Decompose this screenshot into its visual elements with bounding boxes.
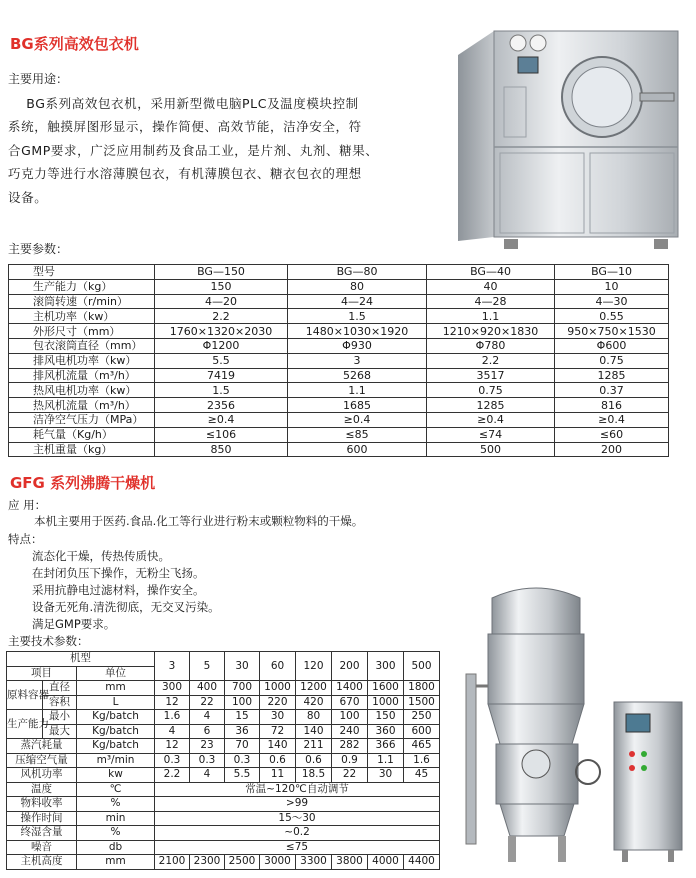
value-cell: 211 — [296, 739, 332, 754]
value-cell: 80 — [296, 710, 332, 725]
value-cell: 4 — [155, 724, 190, 739]
unit-cell: % — [77, 826, 155, 841]
bg-table-row — [9, 294, 669, 309]
bg-cell: 2.2 — [427, 353, 555, 368]
gfg-table-row — [7, 753, 440, 768]
gfg-params-table — [6, 651, 440, 870]
section1-title: BG系列高效包衣机 — [10, 35, 139, 53]
gfg-table-row — [7, 724, 440, 739]
bg-cell: ≥0.4 — [155, 412, 288, 427]
model-cell: 300 — [368, 652, 404, 681]
gfg-table-row — [7, 855, 440, 870]
value-cell: 5.5 — [225, 768, 260, 783]
bg-cell: 40 — [427, 279, 555, 294]
value-cell: 2.2 — [155, 768, 190, 783]
value-cell: 0.6 — [296, 753, 332, 768]
row-label: 温度 — [7, 782, 77, 797]
bg-table-row — [9, 442, 669, 457]
sub-label: 最小 — [43, 710, 77, 725]
value-cell: 2100 — [155, 855, 190, 870]
bg-cell: 0.37 — [555, 383, 669, 398]
group-label: 生产能力 — [7, 710, 43, 739]
value-cell: 22 — [190, 695, 225, 710]
bg-cell: 1.1 — [427, 309, 555, 324]
gfg-table-row — [7, 811, 440, 826]
value-cell: 600 — [404, 724, 440, 739]
bg-cell: 7419 — [155, 368, 288, 383]
unit-cell: L — [77, 695, 155, 710]
value-cell: 70 — [225, 739, 260, 754]
bg-cell: 1.5 — [288, 309, 427, 324]
merged-value-cell: >99 — [155, 797, 440, 812]
bg-cell: 5268 — [288, 368, 427, 383]
value-cell: 0.9 — [332, 753, 368, 768]
bg-cell: BG—150 — [155, 265, 288, 280]
bg-cell: 1685 — [288, 398, 427, 413]
bg-cell: 2.2 — [155, 309, 288, 324]
bg-row-label: 耗气量（Kg/h） — [9, 427, 155, 442]
description-line: 系统，触摸屏图形显示，操作简便、高效节能，洁净安全，符 — [8, 119, 362, 135]
bg-row-label: 热风机流量（m³/h） — [9, 398, 155, 413]
bg-table-row — [9, 265, 669, 280]
bg-cell: 5.5 — [155, 353, 288, 368]
unit-cell: mm — [77, 681, 155, 696]
bg-cell: ≤85 — [288, 427, 427, 442]
sub-label: 最大 — [43, 724, 77, 739]
bg-cell: 3517 — [427, 368, 555, 383]
value-cell: 250 — [404, 710, 440, 725]
row-label: 操作时间 — [7, 811, 77, 826]
value-cell: 420 — [296, 695, 332, 710]
bg-table-row — [9, 398, 669, 413]
gfg-table-row — [7, 695, 440, 710]
bg-row-label: 排风电机功率（kw） — [9, 353, 155, 368]
value-cell: 2300 — [190, 855, 225, 870]
value-cell: 240 — [332, 724, 368, 739]
bg-cell: Φ780 — [427, 338, 555, 353]
unit-label: 单位 — [77, 666, 155, 681]
bg-cell: 1210×920×1830 — [427, 324, 555, 339]
value-cell: 12 — [155, 695, 190, 710]
description-line: 巧克力等进行水溶薄膜包衣，有机薄膜包衣、糖衣包衣的理想 — [8, 166, 362, 182]
value-cell: 282 — [332, 739, 368, 754]
bg-row-label: 外形尺寸（mm） — [9, 324, 155, 339]
value-cell: 72 — [260, 724, 296, 739]
row-label: 终湿含量 — [7, 826, 77, 841]
gfg-table-row — [7, 782, 440, 797]
value-cell: 36 — [225, 724, 260, 739]
unit-cell: % — [77, 797, 155, 812]
bg-cell: 200 — [555, 442, 669, 457]
bg-cell: 4—30 — [555, 294, 669, 309]
bg-table-row — [9, 338, 669, 353]
feature-item: 设备无死角.清洗彻底，无交叉污染。 — [32, 600, 220, 614]
bg-cell: 3 — [288, 353, 427, 368]
bg-table-row — [9, 279, 669, 294]
application-text: 本机主要用于医药.食品.化工等行业进行粉末或颗粒物料的干燥。 — [34, 514, 364, 528]
row-label: 蒸汽耗量 — [7, 739, 77, 754]
model-cell: 500 — [404, 652, 440, 681]
unit-cell: min — [77, 811, 155, 826]
model-label: 机型 — [7, 652, 155, 667]
value-cell: 1500 — [404, 695, 440, 710]
model-cell: 30 — [225, 652, 260, 681]
value-cell: 360 — [368, 724, 404, 739]
unit-cell: Kg/batch — [77, 710, 155, 725]
bg-cell: 816 — [555, 398, 669, 413]
bg-cell: ≤106 — [155, 427, 288, 442]
bg-cell: 4—20 — [155, 294, 288, 309]
bg-cell: 10 — [555, 279, 669, 294]
row-label: 噪音 — [7, 840, 77, 855]
value-cell: 220 — [260, 695, 296, 710]
bg-row-label: 生产能力（kg） — [9, 279, 155, 294]
bg-cell: 950×750×1530 — [555, 324, 669, 339]
sub-label: 容积 — [43, 695, 77, 710]
bg-cell: 1760×1320×2030 — [155, 324, 288, 339]
value-cell: 150 — [368, 710, 404, 725]
description-paragraph — [8, 92, 434, 209]
bg-table-row — [9, 324, 669, 339]
value-cell: 700 — [225, 681, 260, 696]
model-cell: 200 — [332, 652, 368, 681]
bg-params-table — [8, 264, 669, 457]
merged-value-cell: 常温~120℃自动调节 — [155, 782, 440, 797]
value-cell: 30 — [368, 768, 404, 783]
unit-cell: Kg/batch — [77, 724, 155, 739]
bg-table-row — [9, 368, 669, 383]
value-cell: 1400 — [332, 681, 368, 696]
value-cell: 300 — [155, 681, 190, 696]
value-cell: 1.6 — [404, 753, 440, 768]
bg-cell: 0.75 — [555, 353, 669, 368]
bg-row-label: 排风机流量（m³/h） — [9, 368, 155, 383]
bg-cell: ≥0.4 — [288, 412, 427, 427]
value-cell: 0.3 — [225, 753, 260, 768]
description-line: BG系列高效包衣机，采用新型微电脑PLC及温度模块控制 — [8, 96, 359, 111]
value-cell: 1800 — [404, 681, 440, 696]
bg-row-label: 滚筒转速（r/min） — [9, 294, 155, 309]
row-label: 主机高度 — [7, 855, 77, 870]
bg-table-row — [9, 412, 669, 427]
gfg-table-row — [7, 739, 440, 754]
bg-cell: 4—28 — [427, 294, 555, 309]
params-label: 主要参数： — [8, 242, 69, 256]
unit-cell: kw — [77, 768, 155, 783]
value-cell: 2500 — [225, 855, 260, 870]
gfg-table-row — [7, 826, 440, 841]
section2-title: GFG 系列沸腾干燥机 — [10, 474, 156, 492]
value-cell: 0.3 — [155, 753, 190, 768]
bg-table-row — [9, 427, 669, 442]
item-label: 项目 — [7, 666, 77, 681]
bg-cell: 1285 — [555, 368, 669, 383]
bg-cell: 500 — [427, 442, 555, 457]
bg-cell: 1285 — [427, 398, 555, 413]
row-label: 风机功率 — [7, 768, 77, 783]
value-cell: 22 — [332, 768, 368, 783]
value-cell: 3000 — [260, 855, 296, 870]
unit-cell: ℃ — [77, 782, 155, 797]
bg-cell: ≤74 — [427, 427, 555, 442]
value-cell: 12 — [155, 739, 190, 754]
bg-cell: 80 — [288, 279, 427, 294]
value-cell: 11 — [260, 768, 296, 783]
feature-item: 在封闭负压下操作，无粉尘飞扬。 — [32, 566, 205, 580]
value-cell: 4000 — [368, 855, 404, 870]
tech-params-label: 主要技术参数： — [8, 634, 89, 648]
merged-value-cell: ~0.2 — [155, 826, 440, 841]
unit-cell: db — [77, 840, 155, 855]
bg-cell: 0.55 — [555, 309, 669, 324]
value-cell: 0.6 — [260, 753, 296, 768]
value-cell: 1000 — [368, 695, 404, 710]
bg-cell: 1.1 — [288, 383, 427, 398]
feature-item: 采用抗静电过滤材料，操作安全。 — [32, 583, 205, 597]
merged-value-cell: ≤75 — [155, 840, 440, 855]
value-cell: 4400 — [404, 855, 440, 870]
bg-table-row — [9, 383, 669, 398]
value-cell: 1600 — [368, 681, 404, 696]
bg-table-row — [9, 309, 669, 324]
value-cell: 30 — [260, 710, 296, 725]
application-label: 应 用： — [8, 498, 47, 512]
value-cell: 15 — [225, 710, 260, 725]
bg-cell: ≤60 — [555, 427, 669, 442]
bg-cell: 850 — [155, 442, 288, 457]
bg-cell: 150 — [155, 279, 288, 294]
fluid-bed-dryer-photo — [452, 574, 692, 870]
bg-row-label: 主机重量（kg） — [9, 442, 155, 457]
description-line: 合GMP要求，广泛应用制药及食品工业，是片剂、丸剂、糖果、 — [8, 142, 379, 158]
gfg-table-row — [7, 681, 440, 696]
row-label: 物料收率 — [7, 797, 77, 812]
bg-cell: ≥0.4 — [555, 412, 669, 427]
bg-cell: Φ930 — [288, 338, 427, 353]
bg-row-label: 热风电机功率（kw） — [9, 383, 155, 398]
model-cell: 60 — [260, 652, 296, 681]
value-cell: 6 — [190, 724, 225, 739]
feature-item: 满足GMP要求。 — [32, 617, 116, 631]
value-cell: 1000 — [260, 681, 296, 696]
merged-value-cell: 15～30 — [155, 811, 440, 826]
gfg-header-row — [7, 652, 440, 667]
bg-cell: 1.5 — [155, 383, 288, 398]
value-cell: 23 — [190, 739, 225, 754]
model-cell: 3 — [155, 652, 190, 681]
gfg-table-row — [7, 840, 440, 855]
unit-cell: m³/min — [77, 753, 155, 768]
unit-cell: Kg/batch — [77, 739, 155, 754]
bg-cell: 1480×1030×1920 — [288, 324, 427, 339]
gfg-table-row — [7, 797, 440, 812]
feature-item: 流态化干燥，传热传质快。 — [32, 549, 170, 563]
value-cell: 4 — [190, 768, 225, 783]
value-cell: 1200 — [296, 681, 332, 696]
value-cell: 3300 — [296, 855, 332, 870]
bg-cell: BG—40 — [427, 265, 555, 280]
bg-cell: Φ1200 — [155, 338, 288, 353]
value-cell: 3800 — [332, 855, 368, 870]
bg-row-label: 型号 — [9, 265, 155, 280]
bg-cell: ≥0.4 — [427, 412, 555, 427]
usage-label: 主要用途： — [8, 72, 69, 86]
gfg-table-row — [7, 768, 440, 783]
value-cell: 366 — [368, 739, 404, 754]
model-cell: 120 — [296, 652, 332, 681]
coating-machine-photo — [454, 27, 682, 252]
bg-cell: 0.75 — [427, 383, 555, 398]
bg-cell: 4—24 — [288, 294, 427, 309]
value-cell: 140 — [260, 739, 296, 754]
bg-cell: 2356 — [155, 398, 288, 413]
gfg-table-row — [7, 710, 440, 725]
value-cell: 465 — [404, 739, 440, 754]
sub-label: 直径 — [43, 681, 77, 696]
value-cell: 670 — [332, 695, 368, 710]
value-cell: 1.6 — [155, 710, 190, 725]
bg-row-label: 洁净空气压力（MPa） — [9, 412, 155, 427]
group-label: 原料容器 — [7, 681, 43, 710]
value-cell: 1.1 — [368, 753, 404, 768]
bg-cell: BG—10 — [555, 265, 669, 280]
value-cell: 140 — [296, 724, 332, 739]
bg-cell: 600 — [288, 442, 427, 457]
description-line: 设备。 — [8, 189, 48, 205]
bg-table-row — [9, 353, 669, 368]
model-cell: 5 — [190, 652, 225, 681]
value-cell: 0.3 — [190, 753, 225, 768]
row-label: 压缩空气量 — [7, 753, 77, 768]
unit-cell: mm — [77, 855, 155, 870]
bg-cell: BG—80 — [288, 265, 427, 280]
value-cell: 18.5 — [296, 768, 332, 783]
bg-row-label: 包衣滚筒直径（mm） — [9, 338, 155, 353]
bg-cell: Φ600 — [555, 338, 669, 353]
value-cell: 400 — [190, 681, 225, 696]
value-cell: 45 — [404, 768, 440, 783]
bg-row-label: 主机功率（kw） — [9, 309, 155, 324]
value-cell: 4 — [190, 710, 225, 725]
value-cell: 100 — [225, 695, 260, 710]
value-cell: 100 — [332, 710, 368, 725]
features-label: 特点： — [8, 532, 43, 546]
